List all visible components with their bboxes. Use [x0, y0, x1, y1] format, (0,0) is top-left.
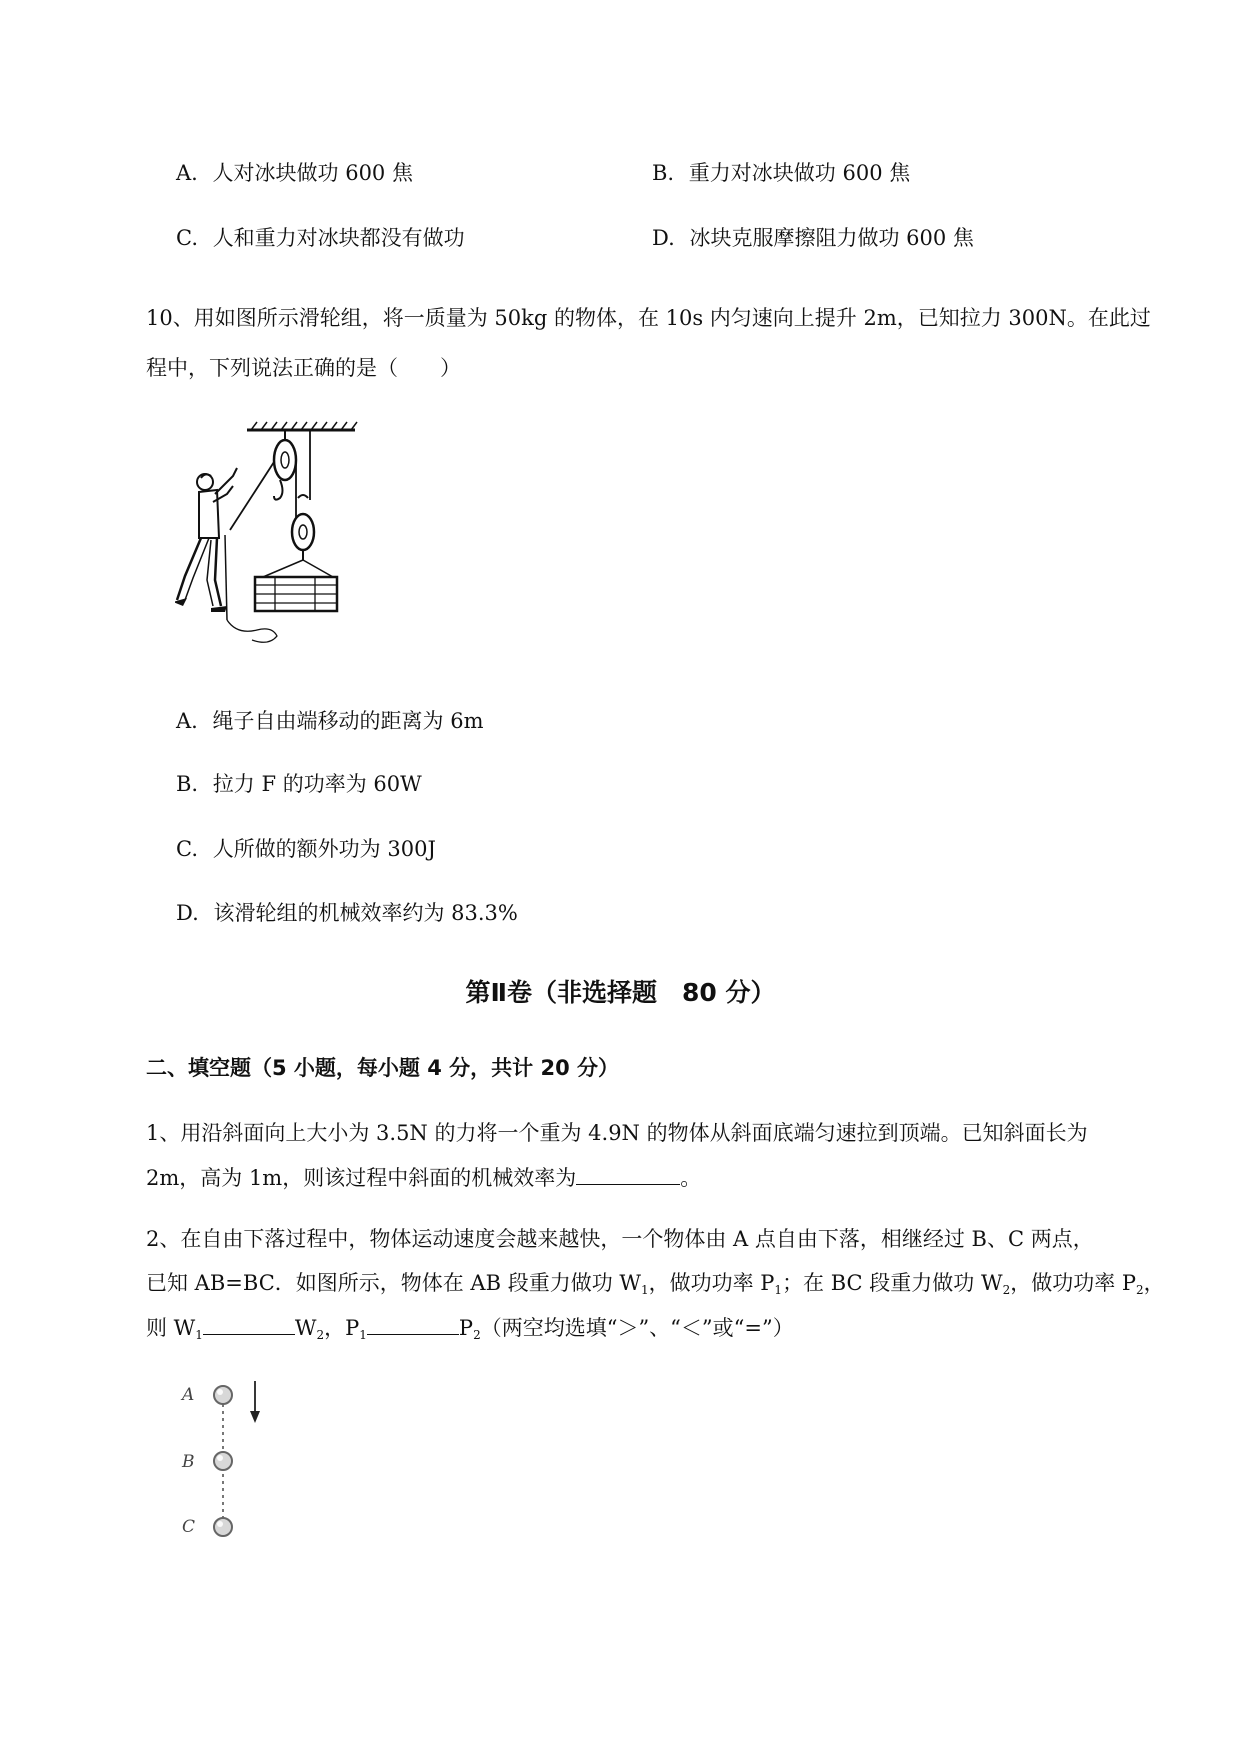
- fill2-line3-part-a: 则 W: [146, 1316, 196, 1340]
- q10-option-a-key: A.: [176, 709, 198, 733]
- q10-option-c: [176, 833, 436, 863]
- q9-option-c: [176, 222, 465, 252]
- fill2-line3: [146, 1310, 794, 1342]
- p1-subscript: 1: [774, 1283, 783, 1297]
- w1-subscript: 1: [640, 1283, 649, 1297]
- q10-stem-line2: 程中，下列说法正确的是（ ）: [146, 356, 461, 380]
- fill2-blank-w[interactable]: [203, 1310, 295, 1335]
- fill2-line1: 2、在自由下落过程中，物体运动速度会越来越快，一个物体由 A 点自由下落，相继经过 B、C 两点，: [146, 1227, 1094, 1251]
- q9-option-b-text: 重力对冰块做功 600 焦: [688, 161, 911, 185]
- ball-b: [214, 1452, 232, 1470]
- pulley-system-figure: [175, 420, 365, 650]
- label-a: A: [182, 1385, 195, 1405]
- fill2-line3-part-d: P: [458, 1316, 474, 1340]
- fill2-line2-part-a: 已知 AB=BC．如图所示，物体在 AB 段重力做功 W: [146, 1271, 641, 1295]
- fill2-line2-part-c: ；在 BC 段重力做功 W: [782, 1271, 1003, 1295]
- p2-subscript: 2: [1136, 1283, 1144, 1297]
- fill1-line2: [146, 1160, 701, 1192]
- fill2-line3-part-c: ，P: [324, 1316, 360, 1340]
- fill2-line3-part-e: （两空均选填“＞”、“＜”或“=”）: [480, 1316, 794, 1340]
- w2-subscript: 2: [1002, 1283, 1011, 1297]
- q9-option-b-key: B.: [652, 161, 675, 185]
- fill2-line2-part-b: ，做功功率 P: [648, 1271, 775, 1295]
- q10-option-d: [176, 897, 518, 927]
- q9-option-d-text: 冰块克服摩擦阻力做功 600 焦: [689, 226, 974, 250]
- q9-option-a-text: 人对冰块做功 600 焦: [212, 161, 413, 185]
- p1-subscript-2: 1: [359, 1328, 367, 1342]
- ball-c: [214, 1518, 232, 1536]
- fill2-line2-part-d: ，做功功率 P: [1010, 1271, 1137, 1295]
- fill1-line2-end: 。: [680, 1166, 702, 1190]
- fill2-line2: [146, 1267, 1165, 1297]
- fill-in-heading: 二、填空题（5 小题，每小题 4 分，共计 20 分）: [146, 1056, 620, 1080]
- ball-a: [214, 1386, 232, 1404]
- w1-subscript-2: 1: [195, 1328, 203, 1342]
- q10-option-b: [176, 768, 422, 798]
- fill1-line1: 1、用沿斜面向上大小为 3.5N 的力将一个重为 4.9N 的物体从斜面底端匀速拉到顶端。已知斜面长为: [146, 1121, 1088, 1145]
- p2-subscript-2: 2: [473, 1328, 481, 1342]
- q9-option-d: [652, 222, 974, 252]
- label-c: C: [182, 1517, 196, 1537]
- q10-option-b-text: 拉力 F 的功率为 60W: [212, 772, 422, 796]
- label-b: B: [182, 1452, 195, 1472]
- q9-option-d-key: D.: [652, 226, 675, 250]
- q9-option-c-text: 人和重力对冰块都没有做功: [212, 226, 465, 250]
- q9-option-a-key: A.: [176, 161, 198, 185]
- fill2-line3-part-b: W: [294, 1316, 317, 1340]
- section-title: 第Ⅱ卷（非选择题 80 分）: [465, 978, 776, 1007]
- q10-option-a-text: 绳子自由端移动的距离为 6m: [212, 709, 484, 733]
- q10-option-c-key: C.: [176, 837, 198, 861]
- q9-option-a: [176, 157, 413, 187]
- q10-option-d-key: D.: [176, 901, 199, 925]
- q10-option-d-text: 该滑轮组的机械效率约为 83.3%: [213, 901, 518, 925]
- free-fall-figure: [170, 1375, 280, 1540]
- q10-option-b-key: B.: [176, 772, 199, 796]
- fill1-answer-blank[interactable]: [576, 1160, 680, 1185]
- w2-subscript-2: 2: [316, 1328, 325, 1342]
- down-arrow-icon: [250, 1381, 260, 1423]
- q9-option-c-key: C.: [176, 226, 198, 250]
- q10-option-c-text: 人所做的额外功为 300J: [212, 837, 436, 861]
- q10-stem-line1: 10、用如图所示滑轮组，将一质量为 50kg 的物体，在 10s 内匀速向上提升 2m，已知拉力 300N。在此过: [146, 306, 1151, 330]
- fill2-line2-part-e: ，: [1143, 1271, 1165, 1295]
- fill1-line2-text: 2m，高为 1m，则该过程中斜面的机械效率为: [146, 1166, 577, 1190]
- q9-option-b: [652, 157, 910, 187]
- fill2-blank-p[interactable]: [367, 1310, 459, 1335]
- q10-option-a: [176, 705, 483, 735]
